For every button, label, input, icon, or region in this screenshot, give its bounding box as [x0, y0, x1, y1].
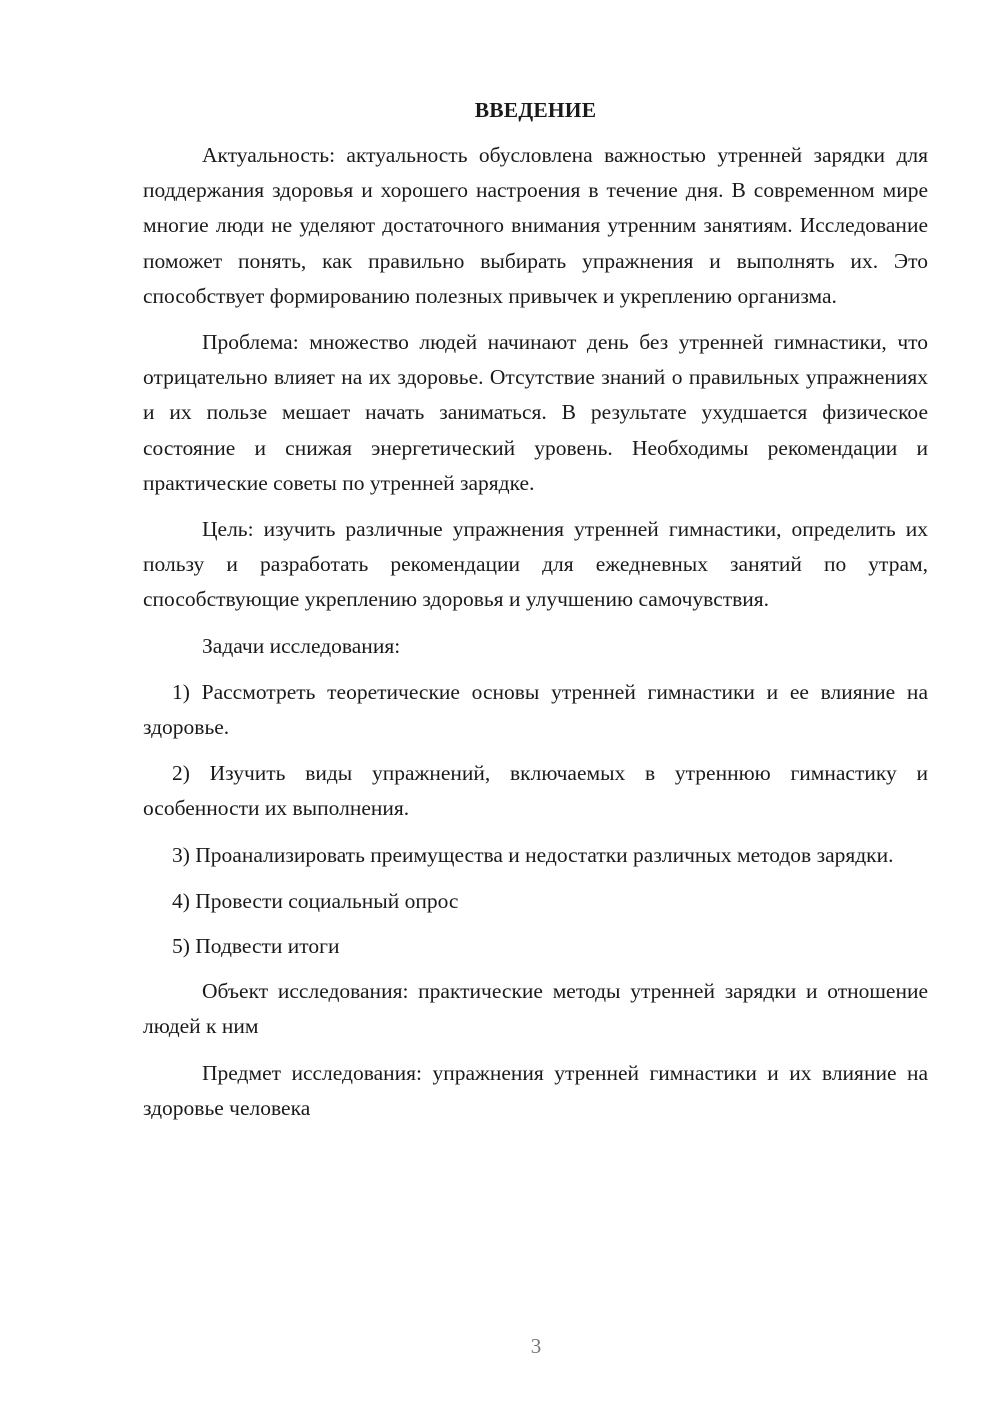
paragraph-problem: Проблема: множество людей начинают день без утренней гимнастики, что отрицательно влияет на их здоровье. Отсутствие знаний о правильных упражнениях и их пользе мешает начать заниматься. В результате ухудшается физическое состояние и снижая энергетический уровень. Необходимы рекомендации и практические советы по утренней зарядке. — [143, 330, 928, 495]
task-item: 3) Проанализировать преимущества и недостатки различных методов зарядки. — [172, 842, 894, 867]
task-item: 4) Провести социальный опрос — [172, 888, 459, 913]
task-item: 1) Рассмотреть теоретические основы утренней гимнастики и ее влияние на здоровье. — [143, 679, 928, 740]
tasks-heading: Задачи исследования: — [202, 633, 401, 658]
section-title: ВВЕДЕНИЕ — [474, 98, 597, 122]
paragraph-subject: Предмет исследования: упражнения утренней гимнастики и их влияние на здоровье человека — [143, 1060, 928, 1120]
paragraph-relevance: Актуальность: актуальность обусловлена важностью утренней зарядки для поддержания здоровья и хорошего настроения в течение дня. В современном мире многие люди не уделяют достаточного внимания утренним занятиям. Исследование поможет понять, как правильно выбирать упражнения и выполнять их. Это способствует формированию полезных привычек и укреплению организма. — [143, 143, 928, 308]
task-item: 5) Подвести итоги — [172, 934, 340, 959]
task-item: 2) Изучить виды упражнений, включаемых в утреннюю гимнастику и особенности их выполнения. — [143, 761, 928, 821]
tasks-list — [143, 675, 928, 964]
document-body — [143, 95, 928, 1137]
paragraph-goal: Цель: изучить различные упражнения утренней гимнастики, определить их пользу и разработать рекомендации для ежедневных занятий по утрам, способствующие укреплению здоровья и улучшению самочувствия. — [143, 517, 928, 612]
paragraph-object: Объект исследования: практические методы утренней зарядки и отношение людей к ним — [143, 979, 928, 1039]
page-number: 3 — [530, 1334, 542, 1358]
